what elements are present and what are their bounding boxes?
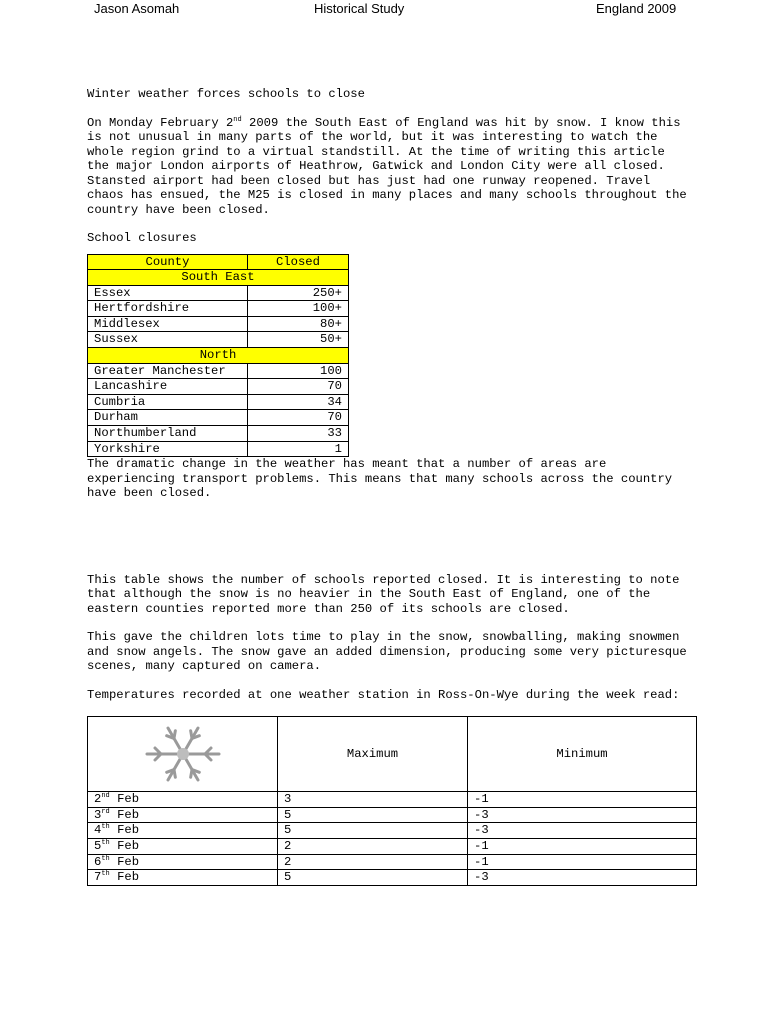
min-cell: -3 xyxy=(468,807,697,823)
county-cell: Hertfordshire xyxy=(88,301,248,317)
closed-cell: 33 xyxy=(248,426,349,442)
article-body xyxy=(87,87,687,886)
county-cell: Greater Manchester xyxy=(88,363,248,379)
max-cell: 2 xyxy=(278,839,468,855)
table-row xyxy=(88,807,697,823)
date-cell: 4th Feb xyxy=(88,823,278,839)
county-cell: Essex xyxy=(88,285,248,301)
table-row xyxy=(88,285,349,301)
table-row xyxy=(88,410,349,426)
col-county: County xyxy=(88,254,248,270)
col-maximum: Maximum xyxy=(278,717,468,792)
max-cell: 3 xyxy=(278,792,468,808)
table-row xyxy=(88,854,697,870)
header-author: Jason Asomah xyxy=(94,1,180,16)
table-row xyxy=(88,426,349,442)
date-cell: 6th Feb xyxy=(88,854,278,870)
paragraph-snow-play: This gave the children lots time to play in the snow, snowballing, making snowmen and snow angels. The snow gave an added dimension, producing some very picturesque scenes, many captured on camera. xyxy=(87,630,687,674)
closed-cell: 34 xyxy=(248,394,349,410)
min-cell: -1 xyxy=(468,792,697,808)
temperature-header-row xyxy=(88,717,697,792)
min-cell: -3 xyxy=(468,870,697,886)
table-row xyxy=(88,316,349,332)
closed-cell: 80+ xyxy=(248,316,349,332)
table-row xyxy=(88,441,349,457)
table-row xyxy=(88,792,697,808)
county-cell: Yorkshire xyxy=(88,441,248,457)
snowflake-icon xyxy=(143,722,223,786)
school-closures-table xyxy=(87,254,349,458)
region-row-south-east xyxy=(88,270,349,286)
paragraph-temperatures: Temperatures recorded at one weather station in Ross-On-Wye during the week read: xyxy=(87,687,680,702)
county-cell: Northumberland xyxy=(88,426,248,442)
table-row xyxy=(88,839,697,855)
closed-cell: 250+ xyxy=(248,285,349,301)
date-cell: 2nd Feb xyxy=(88,792,278,808)
date-cell: 3rd Feb xyxy=(88,807,278,823)
col-closed: Closed xyxy=(248,254,349,270)
closed-cell: 1 xyxy=(248,441,349,457)
min-cell: -1 xyxy=(468,839,697,855)
closures-header-row xyxy=(88,254,349,270)
col-minimum: Minimum xyxy=(468,717,697,792)
region-south-east: South East xyxy=(88,270,349,286)
table-row xyxy=(88,394,349,410)
table-row xyxy=(88,823,697,839)
snowflake-cell xyxy=(88,717,278,792)
article-title: Winter weather forces schools to close xyxy=(87,87,365,101)
closed-cell: 50+ xyxy=(248,332,349,348)
table-row xyxy=(88,870,697,886)
min-cell: -3 xyxy=(468,823,697,839)
region-row-north xyxy=(88,348,349,364)
county-cell: Cumbria xyxy=(88,394,248,410)
table-row xyxy=(88,332,349,348)
paragraph-intro: On Monday February 2nd 2009 the South East of England was hit by snow. I know this is not unusual in many parts of the world, but it was interesting to watch the whole region grind to a virtual standstill. At the time of writing this article the major London airports of Heathrow, Gatwick and London City were all closed. Stansted airport had been closed but has just had one runway reopened. Travel chaos has ensued, the M25 is closed in many places and many schools throughout the country have been closed. xyxy=(87,115,687,217)
county-cell: Durham xyxy=(88,410,248,426)
closed-cell: 70 xyxy=(248,410,349,426)
county-cell: Sussex xyxy=(88,332,248,348)
header-subject: Historical Study xyxy=(314,1,405,16)
temperature-table xyxy=(87,716,697,886)
page-header xyxy=(0,0,768,20)
date-cell: 5th Feb xyxy=(88,839,278,855)
min-cell: -1 xyxy=(468,854,697,870)
header-place-year: England 2009 xyxy=(596,1,677,16)
closed-cell: 100+ xyxy=(248,301,349,317)
county-cell: Lancashire xyxy=(88,379,248,395)
max-cell: 5 xyxy=(278,823,468,839)
closures-heading: School closures xyxy=(87,231,197,245)
paragraph-transport: The dramatic change in the weather has meant that a number of areas are experiencing transport problems. This means that many schools across the country have been closed. xyxy=(87,457,673,501)
closed-cell: 100 xyxy=(248,363,349,379)
max-cell: 5 xyxy=(278,870,468,886)
county-cell: Middlesex xyxy=(88,316,248,332)
region-north: North xyxy=(88,348,349,364)
table-row xyxy=(88,363,349,379)
closed-cell: 70 xyxy=(248,379,349,395)
table-row xyxy=(88,301,349,317)
max-cell: 2 xyxy=(278,854,468,870)
paragraph-table-note: This table shows the number of schools reported closed. It is interesting to note that although the snow is no heavier in the South East of England, one of the eastern counties reported more than 250 of its schools are closed. xyxy=(87,572,680,616)
date-cell: 7th Feb xyxy=(88,870,278,886)
max-cell: 5 xyxy=(278,807,468,823)
table-row xyxy=(88,379,349,395)
